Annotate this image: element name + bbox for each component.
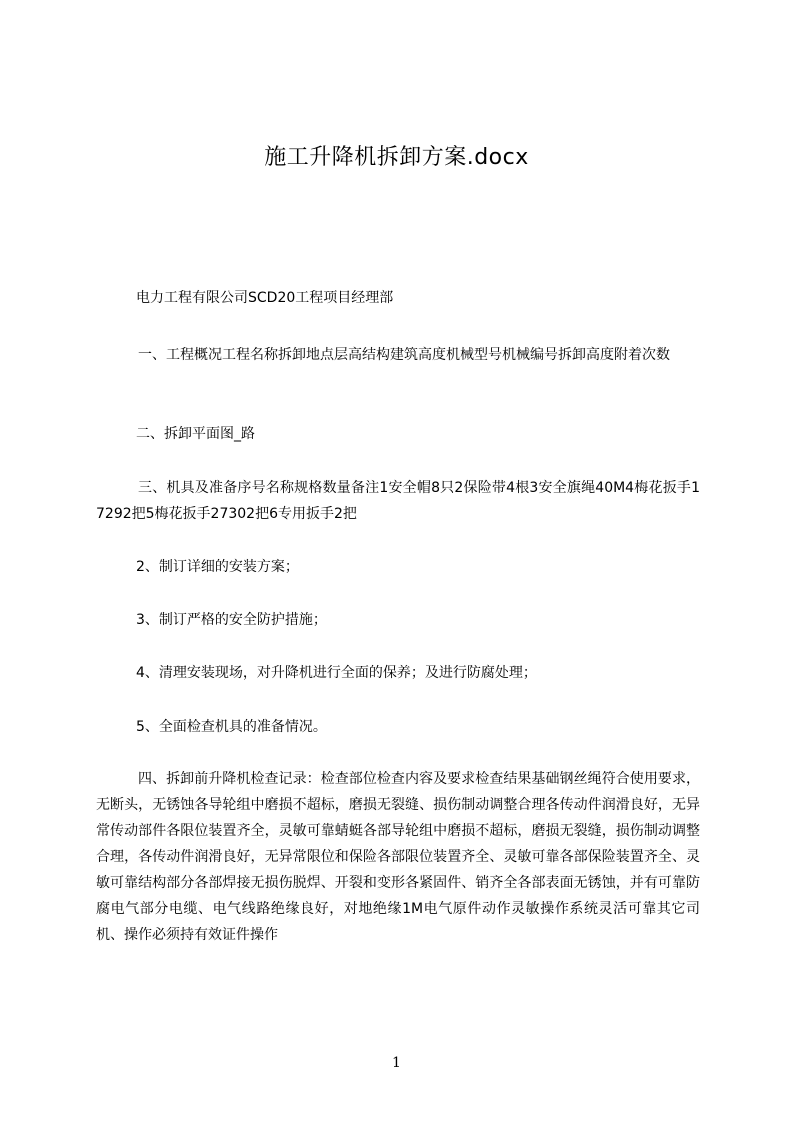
section-1-overview: 一、工程概况工程名称拆卸地点层高结构建筑高度机械型号机械编号拆卸高度附着次数 [138, 347, 670, 363]
company-line: 电力工程有限公司SCD20工程项目经理部 [136, 290, 394, 306]
section-2-plan: 二、拆卸平面图_路 [136, 426, 255, 442]
item-5-equipment-check: 5、全面检查机具的准备情况。 [136, 719, 327, 735]
section-4-inspection-record: 四、拆卸前升降机检查记录：检查部位检查内容及要求检查结果基础钢丝绳符合使用要求，无断头，无锈蚀各导轮组中磨损不超标，磨损无裂缝、损伤制动调整合理各传动件润滑良好，无异常传动部件各限位装置齐全，灵敏可靠蜻蜓各部导轮组中磨损不超标，磨损无裂缝，损伤制动调整合理，各传动件润滑良好，无异常限位和保险各部限位装置齐全、灵敏可靠各部保险装置齐全、灵敏可靠结构部分各部焊接无损伤脱焊、开裂和变形各紧固件、销齐全各部表面无锈蚀，并有可靠防腐电气部分电缆、电气线路绝缘良好，对地绝缘1M电气原件动作灵敏操作系统灵活可靠其它司机、操作必须持有效证件操作 [96, 771, 700, 943]
section-3-tools: 三、机具及准备序号名称规格数量备注1安全帽8只2保险带4根3安全旗绳40M4梅花扳手17292把5梅花扳手27302把6专用扳手2把 [96, 480, 700, 522]
item-3-safety-measures: 3、制订严格的安全防护措施； [136, 612, 327, 628]
item-2-install-plan: 2、制订详细的安装方案； [136, 559, 299, 575]
item-4-site-cleanup: 4、清理安装现场，对升降机进行全面的保养；及进行防腐处理； [136, 665, 537, 681]
page-number: 1 [392, 1055, 401, 1071]
document-title: 施工升降机拆卸方案.docx [264, 145, 529, 170]
